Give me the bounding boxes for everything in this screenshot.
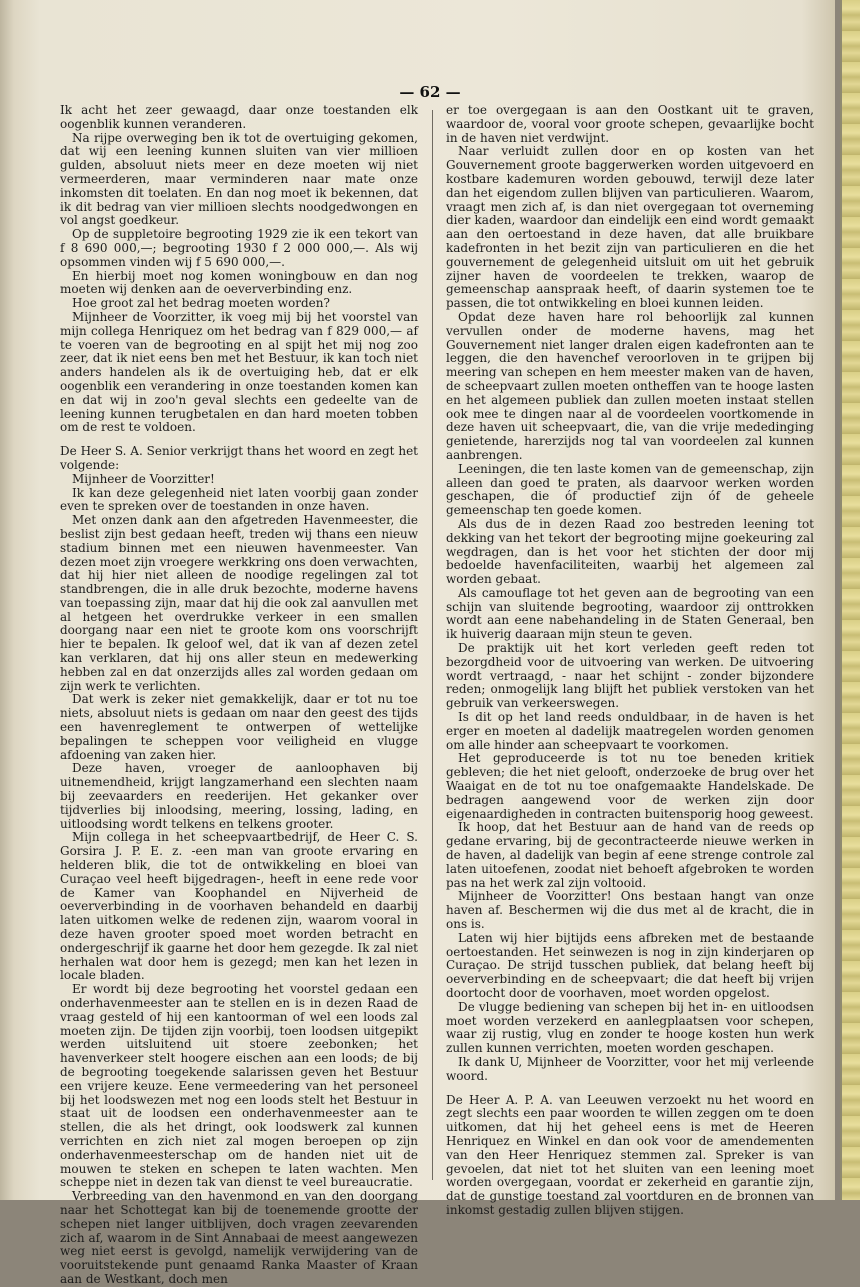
paragraph: Op de suppletoire begrooting 1929 zie ik een tekort van f 8 690 000,—; begrooting 1930 f 2 000 000,—. Als wij opsommen vinden wij f 5 690 000,—. [60,227,418,269]
paragraph: Ik acht het zeer gewaagd, daar onze toestanden elk oogenblik kunnen veranderen. [60,103,418,131]
paragraph: Als dus de in dezen Raad zoo bestreden leening tot dekking van het tekort der begrooting mijne goekeuring zal wegdragen, dan is het voor het stichten der door mij bedoelde havenfaciliteiten, waarbij het algemeen zal worden gebaat. [446,516,814,587]
paragraph: Naar verluidt zullen door en op kosten van het Gouvernement groote baggerwerken worden uitgevoerd en kostbare kademuren worden gebouwd, terwijl deze later dan het eigendom zullen blijven van particulieren. Waarom, vraagt men zich af, is dan niet overgegaan tot overneming dier kaden, waardoor dan eindelijk een eind wordt gemaakt aan den oertoestand in deze haven, dat alle bruikbare kadefronten in het bezit zijn van particulieren en die het gouvernement de gelegenheid uitsluit om uit het gebruik zijner haven de voordeelen te trekken, waarop de gemeenschap aanspraak heeft, of daarin systemen toe te passen, die tot ontwikkeling en bloei kunnen leiden. [446,144,814,311]
paragraph: De vlugge bediening van schepen bij het in- en uitloodsen moet worden verzekerd en aanlegplaatsen voor schepen, waar zij rustig, vlug en zonder te hooge kosten hun werk zullen kunnen verrichten, moeten worden geschapen. [446,999,814,1056]
column-divider [432,110,433,1180]
paragraph: Ik dank U, Mijnheer de Voorzitter, voor het mij verleende woord. [446,1054,814,1083]
page-edge-tabs [840,0,860,1200]
paragraph: Mijnheer de Voorzitter, ik voeg mij bij het voorstel van mijn collega Henriquez om het bedrag van f 829 000,— af te voeren van de begrooting en al spijt het mij nog zoo zeer, dat ik niet eens ben met het Bestuur, ik kan toch niet anders handelen als ik de overtuiging heb, dat er elk oogenblik een verandering in onze toestanden komen kan en dat wij in zoo'n geval slechts een gedeelte van de leening kunnen terugbetalen en dan hard moeten tobben om de rest te voldoen. [60,309,418,435]
paragraph: Er wordt bij deze begrooting het voorstel gedaan een onderhavenmeester aan te stellen en is in dezen Raad de vraag gesteld of hij een kantoorman of wel een loods zal moeten zijn. De tijden zijn voorbij, toen loodsen uitgepikt werden uitsluitend uit stoere zeebonken; het havenverkeer stelt hoogere eischen aan een loods; de bij de begrooting toegekende salarissen geven het Bestuur een vrijere keuze. Eene vermeedering van het personeel bij het loodswezen met nog een loods stelt het Bestuur in staat uit de loodsen een onderhavenmeester aan te stellen, die als het dringt, ook loodswerk zal kunnen verrichten en zich niet zal mogen beroepen op zijn onderhavenmeesterschap om de handen niet uit de mouwen te steken en schepen te laten wachten. Men scheppe niet in dezen tak van dienst te veel bureaucratie. [60,982,418,1190]
paragraph: Met onzen dank aan den afgetreden Havenmeester, die beslist zijn best gedaan heeft, treden wij thans een nieuw stadium binnen met een nieuwen havenmeester. Van dezen moet zijn vroegere werkkring ons doen verwachten, dat hij hier niet alleen de noodige regelingen zal tot standbrengen, die in alle druk bezochte, moderne havens van toepassing zijn, maar dat hij die ook zal aanvullen met al hetgeen het overdrukke verkeer in een smallen doorgang naar een niet te groote kom ons voorschrijft hier te bepalen. Ik geloof wel, dat ik van af dezen zetel kan verklaren, dat hij ons aller steun en medewerking hebben zal en dat onzerzijds alles zal worden gedaan om zijn werk te verlichten. [60,513,418,693]
paragraph: er toe overgegaan is aan den Oostkant uit te graven, waardoor de, vooral voor groote schepen, gevaarlijke bocht in de haven niet verdwijnt. [446,103,814,145]
paragraph: Is dit op het land reeds onduldbaar, in de haven is het erger en moeten al dadelijk maatregelen worden genomen om alle hinder aan scheepvaart te voorkomen. [446,710,814,752]
paragraph: Als camouflage tot het geven aan de begrooting van een schijn van sluitende begrooting, waardoor zij onttrokken wordt aan eene nabehandeling in de Staten Generaal, ben ik huiverig daaraan mijn steun te geven. [446,585,814,642]
paragraph: Laten wij hier bijtijds eens afbreken met de bestaande oertoestanden. Het seinwezen is nog in zijn kinderjaren op Curaçao. De strijd tusschen publiek, dat belang heeft bij oeververbinding en de scheepvaart; die dat heeft bij vrijen doortocht door de voorhaven, moet worden opgelost. [446,930,814,1000]
paragraph: Verbreeding van den havenmond en van den doorgang naar het Schottegat kan bij de toenemende grootte der schepen niet langer uitblijven, doch vragen zeevarenden zich af, waarom in de Sint Annabaai de meest aangewezen weg niet eerst is gevolgd, namelijk verwijdering van de vooruitstekende punt genaamd Ranka Maaster of Kraan aan de Westkant, doch men [60,1189,418,1286]
paragraph: Opdat deze haven hare rol behoorlijk zal kunnen vervullen onder de moderne havens, mag het Gouvernement niet langer dralen eigen kadefronten aan te leggen, die den havenchef veroorloven in te grijpen bij meering van schepen en hem meester maken van de haven, de scheepvaart zullen moeten ontheffen van te hooge lasten en het algemeen publiek dan zullen moeten instaat stellen ook mee te dingen naar al de voordeelen voortkomende in deze haven uit scheepvaart, die, van die vrije mededinging genietende, harerzijds nog tal van voordeelen zal kunnen aanbrengen. [446,309,814,462]
left-column [60,103,418,1286]
paragraph: Leeningen, die ten laste komen van de gemeenschap, zijn alleen dan goed te praten, als daarvoor werken worden geschapen, die óf productief zijn óf de geheele gemeenschap ten goede komen. [446,461,814,518]
paragraph: Ik kan deze gelegenheid niet laten voorbij gaan zonder even te spreken over de toestanden in onze haven. [60,485,418,514]
paragraph: Het geproduceerde is tot nu toe beneden kritiek gebleven; die het niet gelooft, onderzoeke de brug over het Waaigat en de tot nu toe onafgemaakte Handelskade. De bedragen aangewend voor de werken zijn door eigenaardigheden in contracten buitensporig hoog geweest. [446,751,814,821]
speaker-intro: De Heer S. A. Senior verkrijgt thans het woord en zegt het volgende: [60,444,418,472]
speaker-intro: De Heer A. P. A. van Leeuwen verzoekt nu het woord en zegt slechts een paar woorden te willen zeggen om te doen uitkomen, dat hij het geheel eens is met de Heeren Henriquez en Winkel en dan ook voor de amendementen van den Heer Henriquez stemmen zal. Spreker is van gevoelen, dat niet tot het sluiten van een leening moet worden overgegaan, voordat er zekerheid en garantie zijn, dat de gunstige toestand zal voortduren en de bronnen van inkomst gestadig zullen blijven stijgen. [446,1092,814,1217]
paragraph: Mijnheer de Voorzitter! Ons bestaan hangt van onze haven af. Beschermen wij die dus met al de kracht, die in ons is. [446,889,814,932]
right-column [446,103,814,1217]
paragraph: Hoe groot zal het bedrag moeten worden? [72,296,330,311]
paragraph: Dat werk is zeker niet gemakkelijk, daar er tot nu toe niets, absoluut niets is gedaan om naar den geest des tijds een havenreglement te ontwerpen of wettelijke bepalingen te scheppen voor veiligheid en vlugge afdoening van zaken hier. [60,692,418,762]
paragraph: De praktijk uit het kort verleden geeft reden tot bezorgdheid voor de uitvoering van werken. De uitvoering wordt vertraagd, - naar het schijnt - zonder bijzondere reden; onmogelijk lang blijft het publiek verstoken van het gebruik van verkeerswegen. [446,641,814,711]
page-number: — 62 — [399,83,461,101]
paragraph: Deze haven, vroeger de aanloophaven bij uitnemendheid, krijgt langzamerhand een slechten naam bij zeevaarders en reederijen. Het gekanker over tijdverlies bij inloodsing, meering, lossing, lading, en uitloodsing wordt telkens en telkens grooter. [60,761,418,831]
paragraph: Mijnheer de Voorzitter! [72,471,215,486]
paragraph: Na rijpe overweging ben ik tot de overtuiging gekomen, dat wij een leening kunnen sluiten van vier millioen gulden, absoluut niets meer en deze moeten wij niet vermeerderen, maar verminderen naar mate onze inkomsten dit toelaten. En dan nog moet ik bekennen, dat ik dit bedrag van vier millioen slechts noodgedwongen en vol angst goedkeur. [60,130,418,228]
paragraph: Mijn collega in het scheepvaartbedrijf, de Heer C. S. Gorsira J. P. E. z. -een man van groote ervaring en helderen blik, die tot de ontwikkeling en bloei van Curaçao veel heeft bijgedragen-, heeft in eene rede voor de Kamer van Koophandel en Nijverheid de oeververbinding in de voorhaven behandeld en daarbij laten uitkomen welke de redenen zijn, waarom vooral in deze haven grooter spoed moet worden betracht en ondergeschrijf ik gaarne het door hem gezegde. Ik zal niet herhalen wat door hem is gezegd; men kan het lezen in locale bladen. [60,830,418,983]
paragraph: En hierbij moet nog komen woningbouw en dan nog moeten wij denken aan de oeververbinding enz. [60,268,418,297]
paragraph: Ik hoop, dat het Bestuur aan de hand van de reeds op gedane ervaring, bij de gecontracteerde nieuwe werken in de haven, al dadelijk van begin af eene strenge controle zal laten uitoefenen, zoodat niet behoeft afgebroken te worden pas na het werk zal zijn voltooid. [446,820,814,890]
